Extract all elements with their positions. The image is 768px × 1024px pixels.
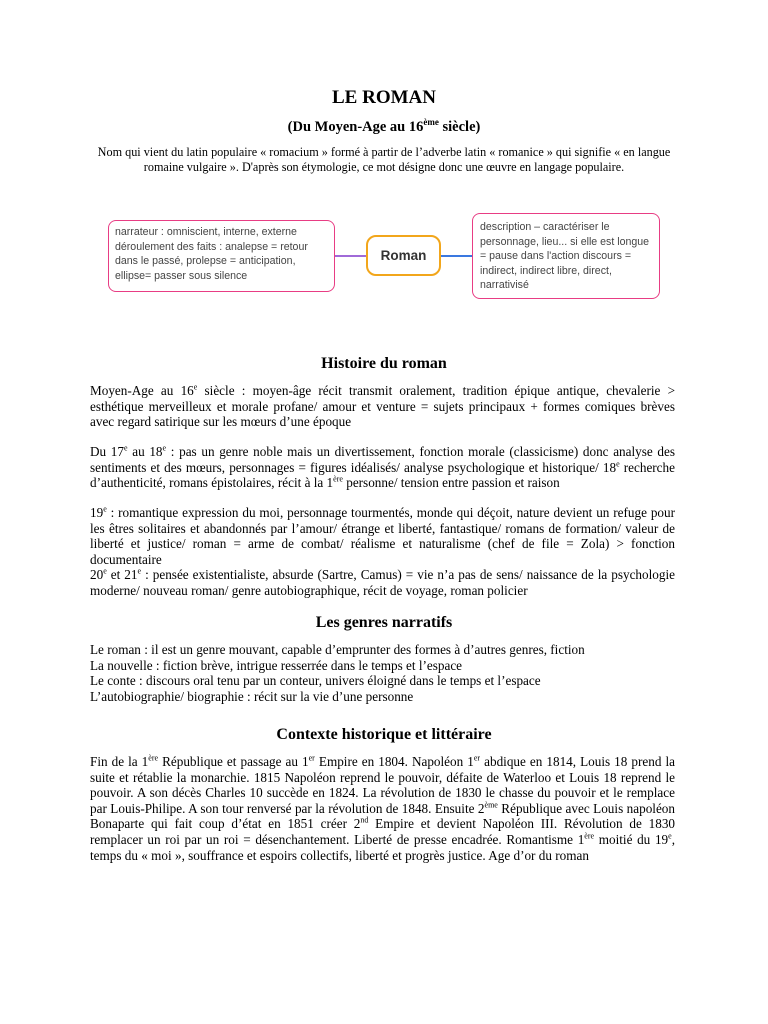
- genre-line-roman: Le roman : il est un genre mouvant, capable d’emprunter des formes à d’autres genres, fiction: [90, 642, 585, 657]
- mindmap-connector-left: [335, 255, 366, 257]
- superscript: ème: [484, 800, 498, 810]
- text-run: 19: [90, 505, 104, 520]
- text-run: abdique en 1814, Louis 18 prend la suite et rétablie la monarchie. 1815 Napoléon reprend le pouvoir, défaite de Waterloo et Louis 18 reprend le pouvoir. A son décès Charles 10 succède en 1824. La révolution de 1830 le chasse du pouvoir et le remplace par Louis-Philipe. A son tour renversé par la révolution de 1848. Ensuite 2: [90, 754, 675, 816]
- text-run: : pensée existentialiste, absurde (Sartre, Camus) = vie n’a pas de sens/ naissance de la psychologie moderne/ nouveau roman/ genre autobiographique, récit de voyage, roman policier: [90, 567, 675, 598]
- text-run: Fin de la 1: [90, 754, 149, 769]
- genre-line-conte: Le conte : discours oral tenu par un conteur, univers éloigné dans le temps et l’espace: [90, 673, 541, 689]
- superscript: e: [137, 566, 142, 576]
- superscript: e: [162, 443, 167, 453]
- text-run: Moyen-Age au 16: [90, 383, 194, 398]
- mindmap-center-node: Roman: [366, 235, 441, 276]
- superscript: ère: [584, 831, 595, 841]
- mindmap-node-narration: narrateur : omniscient, interne, externe déroulement des faits : analepse = retour dans le passé, prolepse = anticipation, ellipse= passer sous silence: [108, 220, 335, 292]
- mindmap-node-description: description – caractériser le personnage, lieu... si elle est longue = pause dans l'action discours = indirect, indirect libre, direct, narrativisé: [472, 213, 660, 299]
- page-title: LE ROMAN: [332, 87, 436, 108]
- text-run: : romantique expression du moi, personnage tourmentés, monde qui déçoit, nature devient un refuge pour les êtres solitaires et abandonnés par l’amour/ étrange et liberté, fantastique/ romans de formation/ valeur de liberté et justice/ roman = arme de combat/ réalisme et naturalisme (chef de file = Zola) > fonction documentaire: [90, 505, 675, 567]
- text-run: Empire en 1804. Napoléon 1: [314, 754, 474, 769]
- superscript: e: [193, 382, 198, 392]
- superscript: e: [103, 504, 107, 514]
- text-run: 20: [90, 567, 104, 582]
- text-run: au 18: [127, 444, 163, 459]
- superscript: e: [616, 459, 620, 469]
- subtitle-text-after: siècle): [438, 119, 481, 135]
- text-run: recherche d’authenticité, romans épistolaires, récit à la 1: [90, 459, 675, 491]
- histoire-paragraph-19: [90, 505, 675, 567]
- superscript: ère: [148, 753, 159, 763]
- superscript: ère: [333, 474, 343, 484]
- text-run: et 21: [106, 567, 138, 582]
- subtitle-superscript: ème: [423, 117, 439, 128]
- histoire-paragraph-20-21: [90, 567, 675, 598]
- genres-list: [90, 642, 675, 704]
- text-run: Empire et devient Napoléon III. Révolution de 1830 remplacer un roi par un roi = désenchantement. Liberté de presse encadrée. Romantisme 1: [90, 816, 676, 847]
- contexte-paragraph: [90, 754, 675, 863]
- text-run: : pas un genre noble mais un divertissement, fonction morale (classicisme) donc analyse des sentiments et des mœurs, personnages = figures idéalisés/ analyse psychologique et historique/ 18: [90, 444, 675, 475]
- histoire-paragraph-17-18: [90, 444, 675, 491]
- section-heading-genres: Les genres narratifs: [315, 614, 453, 631]
- superscript: e: [123, 443, 128, 453]
- text-run: moitié du 19: [594, 831, 669, 847]
- text-run: , temps du « moi », souffrance et espoirs collectifs, liberté et progrès justice. Age d’or du roman: [90, 831, 675, 863]
- genre-line-autobiographie: L’autobiographie/ biographie : récit sur la vie d’une personne: [90, 688, 414, 704]
- section-heading-histoire: Histoire du roman: [321, 355, 447, 372]
- superscript: nd: [360, 815, 369, 825]
- superscript: e: [103, 566, 107, 576]
- subtitle-text-before: (Du Moyen-Age au 16: [287, 119, 424, 135]
- text-run: République avec Louis napoléon Bonaparte qui fait coup d’état en 1851 créer 2: [90, 800, 675, 832]
- intro-paragraph: Nom qui vient du latin populaire « romacium » formé à partir de l’adverbe latin « romanice » qui signifie « en langue romaine vulgaire ». D'après son étymologie, ce mot désigne donc une œuvre en langage populaire.: [97, 145, 671, 174]
- page-subtitle: [0, 118, 768, 136]
- text-run: Du 17: [90, 444, 124, 459]
- superscript: e: [668, 831, 672, 841]
- mindmap-connector-right: [441, 255, 472, 257]
- text-run: personne/ tension entre passion et raison: [342, 475, 560, 491]
- text-run: République et passage au 1: [158, 754, 309, 769]
- genre-line-nouvelle: La nouvelle : fiction brève, intrigue resserrée dans le temps et l’espace: [90, 657, 463, 673]
- histoire-paragraph-moyen-age: [90, 383, 675, 430]
- superscript: er: [473, 753, 481, 763]
- text-run: siècle : moyen-âge récit transmit oralement, tradition épique antique, chevalerie > esthétique merveilleux et morale profane/ amour et venture = sujets principaux + formes comiques brèves avec regard satirique sur les mœurs d’une époque: [90, 383, 676, 430]
- superscript: er: [308, 753, 315, 763]
- section-heading-contexte: Contexte historique et littéraire: [276, 726, 492, 743]
